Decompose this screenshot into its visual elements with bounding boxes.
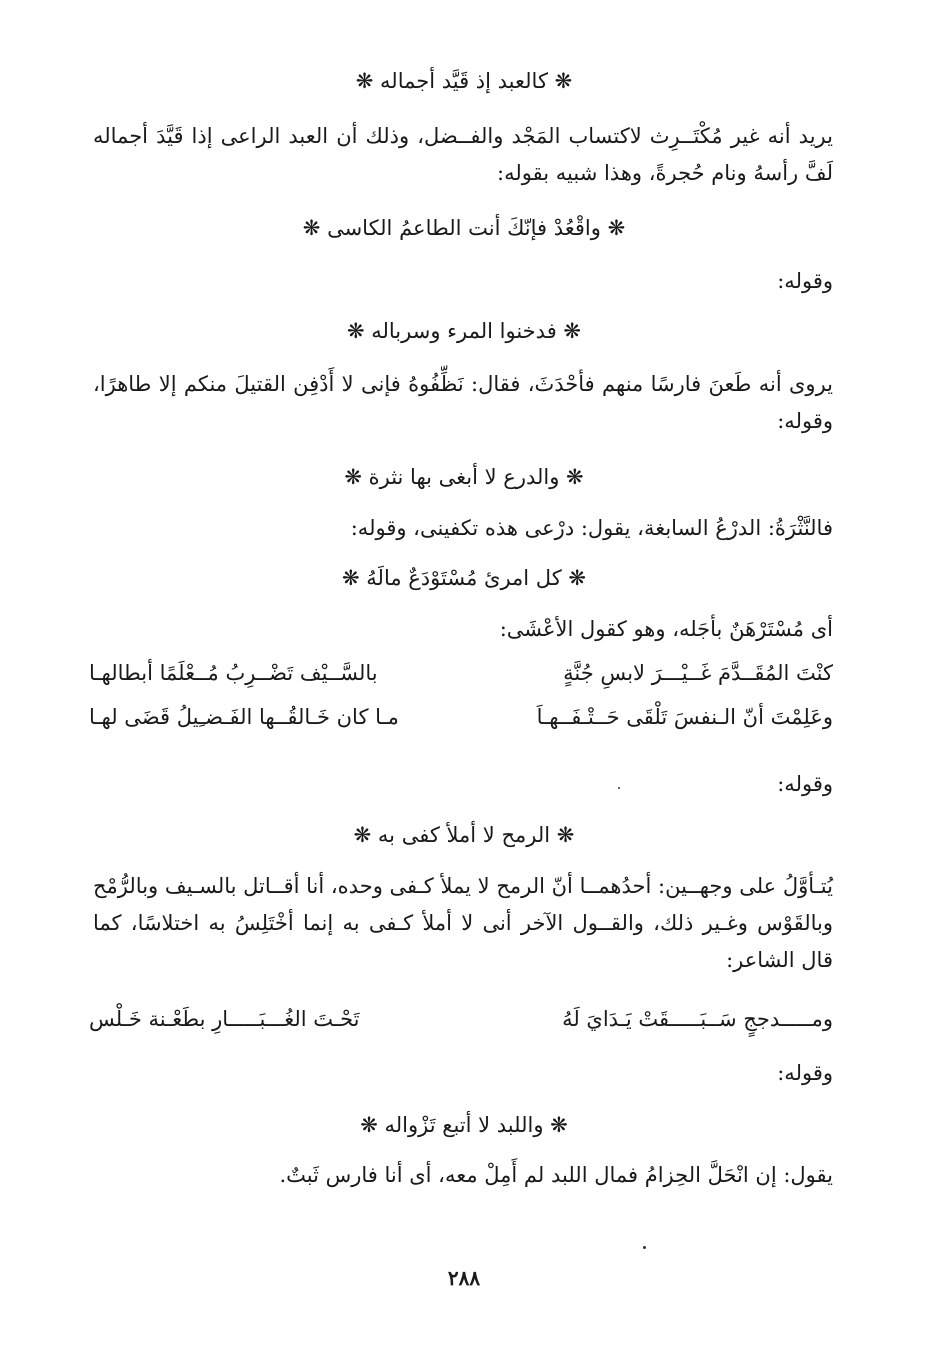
verse-heading-5: ❋ كل امرئ مُسْتَوْدَعٌ مالَهُ ❋ xyxy=(342,566,586,590)
paragraph-2: يروى أنه طَعنَ فارسًا منهم فأحْدَثَ، فقال: نَظِّفُوهُ فإنى لا أَدْفِن القتيلَ منكم إلا طاهرًا، وقوله: xyxy=(93,372,833,433)
poem-line-1 xyxy=(89,658,833,688)
poem-line-3-first-hemistich: ومـــــدججٍ سَــبَـــــقَتْ يَـدَايَ لَهُ xyxy=(562,1007,833,1031)
verse-heading-7: ❋ واللبد لا أتبع تَزْواله ❋ xyxy=(360,1113,568,1137)
quote-intro-1: وقوله: xyxy=(777,269,833,293)
verse-heading-3: ❋ فدخنوا المرء وسرباله ❋ xyxy=(346,319,581,343)
paragraph-5: يُتـأوَّلُ على وجهــين: أحدُهمــا أنّ الرمح لا يملأ كـفى وحده، أنا أقــاتل بالسـيف وبالرُّمْح وبالقَوْس وغـير ذلك، والقــول الآخر أنى لا أملأ كـفى به إنما أخْتَلِسُ به اختلاسًا، كما قال الشاعر: xyxy=(93,874,833,972)
poem-line-2-first-hemistich: وعَلِمْتَ أنّ الـنفسَ تَلْقَى حَــتْـفَــهـاَ xyxy=(536,705,833,729)
paragraph-6: يقول: إن انْحَلَّ الحِزامُ فمال اللبد لم أَمِلْ معه، أى أنا فارس ثَبتٌ. xyxy=(279,1163,833,1187)
poem-line-1-second-hemistich: بالسَّــيْف تَضْــرِبُ مُــعْلَمًا أبطالهـا xyxy=(89,661,378,685)
verse-heading-6: ❋ الرمح لا أملأ كفى به ❋ xyxy=(353,823,575,847)
verse-heading-4: ❋ والدرع لا أبغى بها نثرة ❋ xyxy=(344,465,584,489)
page-number: ٢٨٨ xyxy=(447,1266,481,1290)
verse-heading-2: ❋ واقْعُدْ فإنّكَ أنت الطاعمُ الكاسى ❋ xyxy=(302,216,626,240)
paragraph-4: أى مُسْتَرْهَنٌ بأجَله، وهو كقول الأعْشَى: xyxy=(499,617,833,641)
quote-intro-3: وقوله: xyxy=(777,1061,833,1085)
poem-line-3 xyxy=(89,1004,833,1034)
poem-line-2-second-hemistich: مـا كان خَـالقُــها الفَـضـِيلُ قَضَى لهـا xyxy=(89,705,399,729)
paragraph-1: يريد أنه غير مُكْتَــرِث لاكتساب المَجْد والفــضل، وذلك أن العبد الراعى إذا قَيَّدَ أجماله لَفَّ رأسهُ ونام حُجرةً، وهذا شبيه بقوله: xyxy=(93,124,833,185)
quote-intro-2: وقوله: xyxy=(777,772,833,796)
poem-line-1-first-hemistich: كنْتَ المُقَــدَّمَ غَــيْـــرَ لابسِ جُنَّةٍ xyxy=(563,661,833,685)
verse-heading-1: ❋ كالعبد إذ قَيَّد أجماله ❋ xyxy=(355,69,573,93)
poem-line-3-second-hemistich: تَحْـتَ الغُـــبَـــــارِ بطَعْـنة خَـلْس xyxy=(89,1007,360,1031)
poem-line-2 xyxy=(89,702,833,732)
paragraph-3: فالنَّثْرَةُ: الدرْعُ السابغة، يقول: درْعى هذه تكفينى، وقوله: xyxy=(350,516,833,540)
paper-speck xyxy=(643,1246,646,1249)
paper-speck xyxy=(618,787,620,789)
